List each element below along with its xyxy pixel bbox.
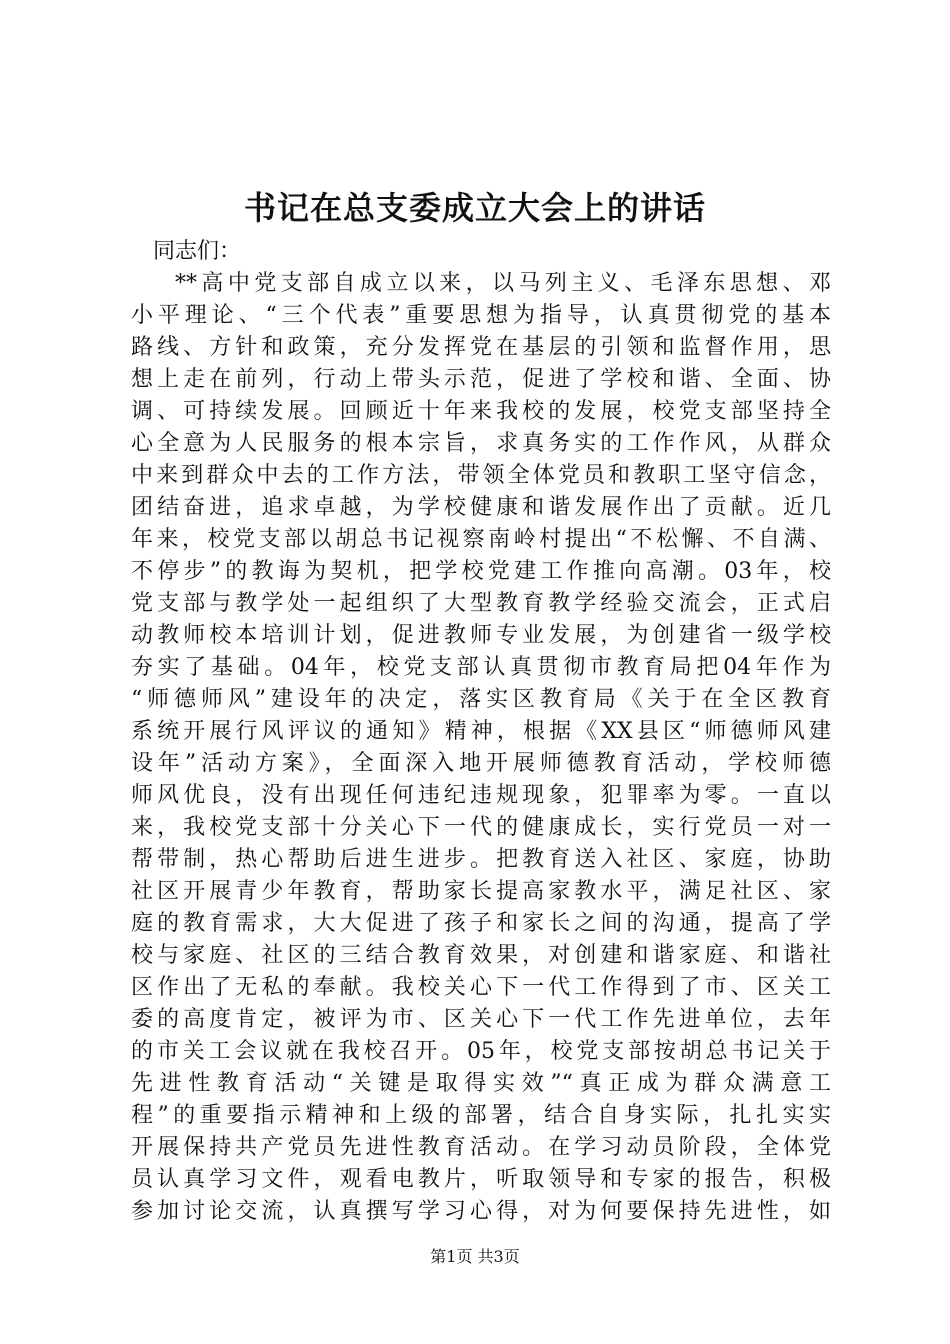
paragraph-line: 的市关工会议就在我校召开。05年，校党支部按胡总书记关于 xyxy=(131,1039,831,1064)
paragraph-line: 设年”活动方案》，全面深入地开展师德教育活动，学校师德 xyxy=(131,751,831,776)
paragraph-line: 程”的重要指示精神和上级的部署，结合自身实际，扎扎实实 xyxy=(131,1103,831,1128)
paragraph-line: 不停步”的教诲为契机，把学校党建工作推向高潮。03年，校 xyxy=(131,559,831,584)
paragraph-line: 校与家庭、社区的三结合教育效果，对创建和谐家庭、和谐社 xyxy=(131,943,831,968)
paragraph-line: 先进性教育活动“关键是取得实效”“真正成为群众满意工 xyxy=(131,1071,831,1096)
page-footer: 第1页 共3页 xyxy=(430,1247,520,1266)
document-body xyxy=(131,236,831,1228)
paragraph-line: 调、可持续发展。回顾近十年来我校的发展，校党支部坚持全 xyxy=(131,399,831,424)
paragraph-line: 中来到群众中去的工作方法，带领全体党员和教职工坚守信念， xyxy=(131,463,831,488)
paragraph-line: 党支部与教学处一起组织了大型教育教学经验交流会，正式启 xyxy=(131,591,831,616)
paragraph-line: **高中党支部自成立以来，以马列主义、毛泽东思想、邓 xyxy=(175,271,831,296)
paragraph-line: 参加讨论交流，认真撰写学习心得，对为何要保持先进性，如 xyxy=(131,1199,831,1224)
paragraph-line: 开展保持共产党员先进性教育活动。在学习动员阶段，全体党 xyxy=(131,1135,831,1160)
paragraph-line: 动教师校本培训计划，促进教师专业发展，为创建省一级学校 xyxy=(131,623,831,648)
paragraph-line: 路线、方针和政策，充分发挥党在基层的引领和监督作用，思 xyxy=(131,335,831,360)
paragraph-line: 区作出了无私的奉献。我校关心下一代工作得到了市、区关工 xyxy=(131,975,831,1000)
paragraph-line: “师德师风”建设年的决定，落实区教育局《关于在全区教育 xyxy=(131,687,831,712)
paragraph-line: 委的高度肯定，被评为市、区关心下一代工作先进单位，去年 xyxy=(131,1007,831,1032)
paragraph-line: 帮带制，热心帮助后进生进步。把教育送入社区、家庭，协助 xyxy=(131,847,831,872)
paragraph-line: 师风优良，没有出现任何违纪违规现象，犯罪率为零。一直以 xyxy=(131,783,831,808)
paragraph-line: 小平理论、“三个代表”重要思想为指导，认真贯彻党的基本 xyxy=(131,303,831,328)
paragraph-line: 想上走在前列，行动上带头示范，促进了学校和谐、全面、协 xyxy=(131,367,831,392)
paragraph-line: 心全意为人民服务的根本宗旨，求真务实的工作作风，从群众 xyxy=(131,431,831,456)
paragraph-line: 来，我校党支部十分关心下一代的健康成长，实行党员一对一 xyxy=(131,815,831,840)
salutation: 同志们： xyxy=(153,239,242,264)
paragraph-line: 团结奋进，追求卓越，为学校健康和谐发展作出了贡献。近几 xyxy=(131,495,831,520)
paragraph-line: 系统开展行风评议的通知》精神，根据《XX县区“师德师风建 xyxy=(131,719,831,744)
paragraph-line: 庭的教育需求，大大促进了孩子和家长之间的沟通，提高了学 xyxy=(131,911,831,936)
paragraph-line: 夯实了基础。04年，校党支部认真贯彻市教育局把04年作为 xyxy=(131,655,831,680)
paragraph-line: 社区开展青少年教育，帮助家长提高家教水平，满足社区、家 xyxy=(131,879,831,904)
paragraph-line: 员认真学习文件，观看电教片，听取领导和专家的报告，积极 xyxy=(131,1167,831,1192)
paragraph-line: 年来，校党支部以胡总书记视察南岭村提出“不松懈、不自满、 xyxy=(131,527,831,552)
document-title: 书记在总支委成立大会上的讲话 xyxy=(243,189,706,227)
